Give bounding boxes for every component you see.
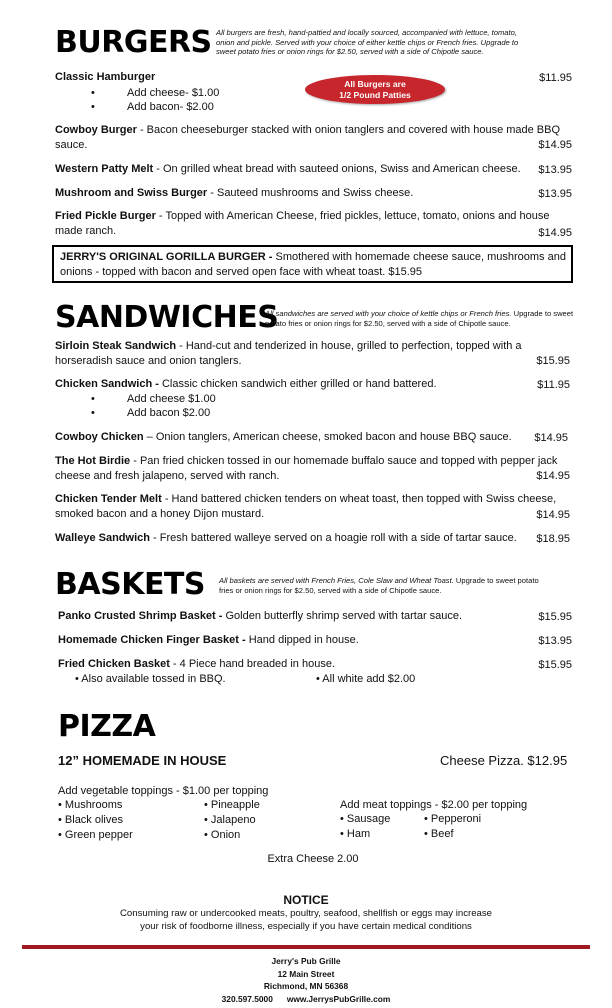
- topping-mushrooms: • Mushrooms: [58, 799, 123, 811]
- meat-toppings-header: Add meat toppings - $2.00 per topping: [340, 799, 528, 811]
- western-patty-melt-price: $13.95: [538, 164, 572, 176]
- topping-sausage: • Sausage: [340, 813, 391, 825]
- meat-toppings-col1: [340, 812, 390, 842]
- topping-beef: • Beef: [424, 828, 454, 841]
- chicken-sandwich-price: $11.95: [537, 379, 570, 391]
- veg-toppings-col2: [204, 798, 260, 843]
- sandwiches-heading: SANDWICHES: [55, 300, 279, 335]
- topping-onion: • Onion: [204, 829, 241, 842]
- footer-address: [0, 955, 612, 1005]
- western-patty-melt: Western Patty Melt - On grilled wheat bread with sauteed onions, Swiss and American cheese.: [55, 163, 521, 175]
- finger-basket-price: $13.95: [538, 635, 572, 647]
- cowboy-burger: Cowboy Burger - Bacon cheeseburger stacked with onion tanglers and covered with house made BBQ sauce.: [55, 124, 561, 152]
- notice-title: NOTICE: [283, 893, 329, 907]
- fried-chicken-basket: Fried Chicken Basket - 4 Piece hand breaded in house.: [58, 658, 335, 670]
- shrimp-basket-price: $15.95: [538, 611, 572, 623]
- topping-pineapple: • Pineapple: [204, 799, 260, 811]
- contact-line: [0, 993, 612, 1006]
- veg-toppings-header: Add vegetable toppings - $1.00 per topping: [58, 785, 269, 797]
- chicken-tender-melt: Chicken Tender Melt - Hand battered chicken tenders on wheat toast, then topped with Swiss cheese, smoked bacon and a honey Dijon mustard.: [55, 493, 557, 521]
- sandwiches-note: All sandwiches are served with your choice of kettle chips or French fries. Upgrade to sweet potato fries or onion rings for $2.50, served with a side of Chipotle sauce.: [265, 309, 574, 328]
- cheese-pizza: Cheese Pizza. $12.95: [440, 753, 568, 768]
- baskets-note: All baskets are served with French Fries, Cole Slaw and Wheat Toast. Upgrade to sweet potato fries or onion rings for $2.50, served with a side of Chipotle sauce.: [219, 576, 539, 595]
- classic-addon-cheese: • Add cheese- $1.00: [127, 86, 219, 101]
- badge-line-2: 1/2 Pound Patties: [339, 89, 411, 100]
- tender-melt-price: $14.95: [536, 509, 570, 521]
- gorilla-burger-box: [52, 245, 573, 283]
- street-address: 12 Main Street: [277, 968, 335, 979]
- city-address: Richmond, MN 56368: [263, 981, 349, 992]
- topping-pepperoni: • Pepperoni: [424, 813, 482, 825]
- half-pound-badge: [305, 75, 445, 104]
- restaurant-name: Jerry's Pub Grille: [271, 956, 341, 966]
- fried-pickle-burger: Fried Pickle Burger - Topped with American Cheese, fried pickles, lettuce, tomato, onions and house made ranch.: [55, 210, 550, 238]
- cowboy-burger-price: $14.95: [538, 139, 572, 151]
- cowboy-chicken: Cowboy Chicken – Onion tanglers, American cheese, smoked bacon and house BBQ sauce.: [55, 431, 512, 443]
- topping-black-olives: • Black olives: [58, 814, 123, 827]
- chicken-addon-cheese: • Add cheese $1.00: [127, 392, 216, 407]
- classic-addon-bacon: • Add bacon- $2.00: [127, 100, 214, 115]
- hot-birdie-price: $14.95: [536, 470, 570, 482]
- baskets-heading: BASKETS: [55, 567, 206, 602]
- chicken-finger-basket: Homemade Chicken Finger Basket - Hand dipped in house.: [58, 634, 359, 646]
- cowboy-chicken-price: $14.95: [534, 432, 568, 444]
- walleye-price: $18.95: [536, 533, 570, 545]
- topping-ham: • Ham: [340, 828, 371, 841]
- mushroom-swiss-burger: Mushroom and Swiss Burger - Sauteed mushrooms and Swiss cheese.: [55, 187, 414, 199]
- meat-toppings-col2: [424, 812, 481, 842]
- topping-green-pepper: • Green pepper: [58, 829, 133, 842]
- pizza-subtitle: 12” HOMEMADE IN HOUSE: [58, 753, 227, 768]
- phone-number: 320.597.5000: [221, 993, 273, 1004]
- notice-text: Consuming raw or undercooked meats, poultry, seafood, shellfish or eggs may increase your risk of foodborne illness, especially if you have certain medical conditions: [119, 908, 493, 932]
- chicken-addon-bacon: • Add bacon $2.00: [127, 406, 210, 421]
- extra-cheese: Extra Cheese 2.00: [267, 853, 359, 865]
- topping-jalapeno: • Jalapeno: [204, 814, 256, 827]
- footer-divider: [22, 945, 590, 949]
- pizza-heading: PIZZA: [58, 709, 156, 744]
- classic-hamburger-price: $11.95: [539, 72, 572, 84]
- burgers-heading: BURGERS: [55, 25, 212, 60]
- panko-shrimp-basket: Panko Crusted Shrimp Basket - Golden butterfly shrimp served with tartar sauce.: [58, 610, 463, 622]
- badge-line-1: All Burgers are: [344, 79, 406, 90]
- fried-chicken-white-option: • All white add $2.00: [316, 673, 416, 685]
- fried-chicken-bbq-option: • Also available tossed in BBQ.: [75, 673, 226, 685]
- gorilla-burger: JERRY'S ORIGINAL GORILLA BURGER - Smothered with homemade cheese sauce, mushrooms and onions - topped with bacon and served open face with wheat toast. $15.95: [60, 251, 566, 279]
- classic-hamburger-name: Classic Hamburger: [55, 71, 156, 83]
- sirloin-steak-sandwich: Sirloin Steak Sandwich - Hand-cut and tenderized in house, grilled to perfection, topped with a horseradish sauce and onion tanglers.: [55, 340, 522, 368]
- burgers-note: All burgers are fresh, hand-pattied and locally sourced, accompanied with lettuce, tomato, onion and pickle. Served with your choice of either kettle chips or French fries. Upgrade to sweet potato fries or onion rings for $2.50, served with a side of Chipotle sauce.: [216, 28, 519, 57]
- walleye-sandwich: Walleye Sandwich - Fresh battered walleye served on a hoagie roll with a side of tartar sauce.: [55, 532, 517, 544]
- hot-birdie: The Hot Birdie - Pan fried chicken tossed in our homemade buffalo sauce and topped with pepper jack cheese and fresh jalapeno, served with ranch.: [55, 455, 558, 483]
- veg-toppings-col1: [58, 798, 133, 843]
- mushroom-swiss-price: $13.95: [538, 188, 572, 200]
- fried-chicken-price: $15.95: [538, 659, 572, 671]
- website-link[interactable]: www.JerrysPubGrille.com: [286, 993, 391, 1004]
- chicken-sandwich: Chicken Sandwich - Classic chicken sandwich either grilled or hand battered.: [55, 378, 437, 390]
- sirloin-price: $15.95: [536, 355, 570, 367]
- fried-pickle-price: $14.95: [538, 227, 572, 239]
